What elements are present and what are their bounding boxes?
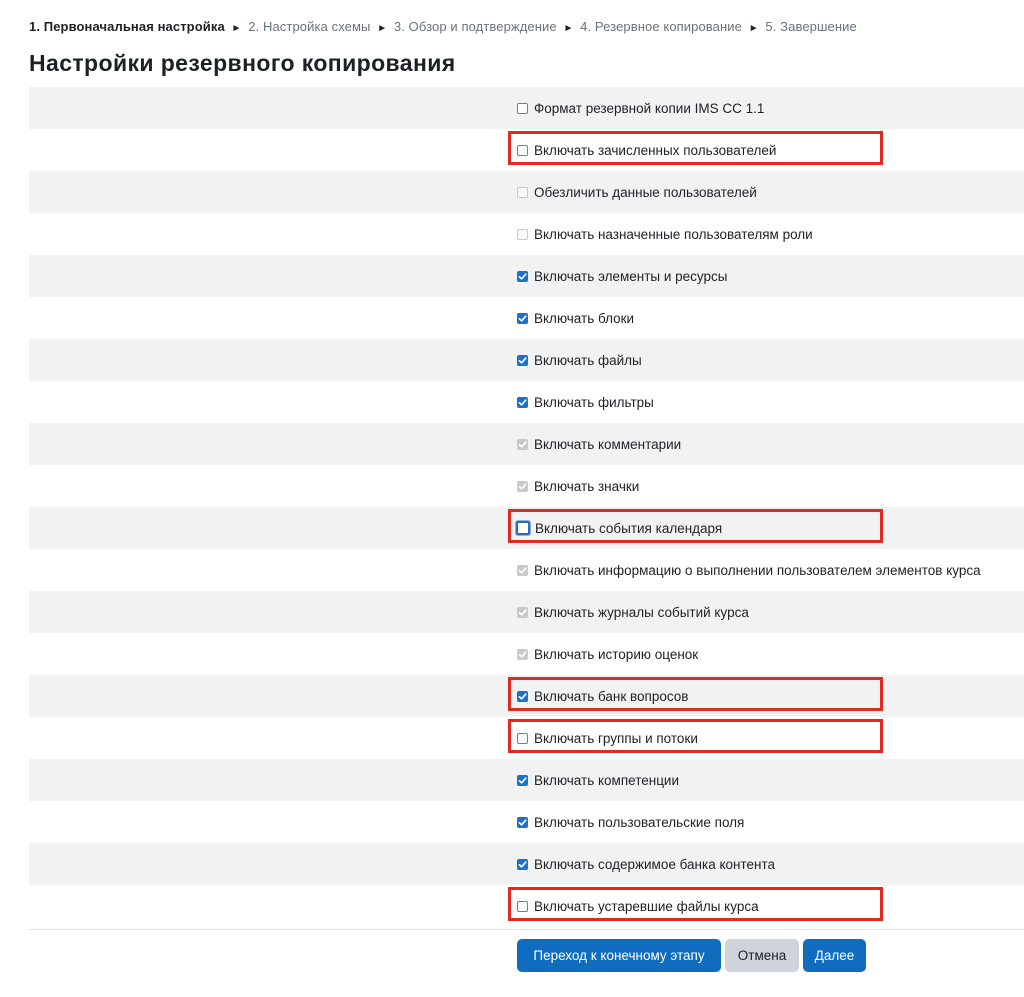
breadcrumb-separator: ► <box>377 23 388 34</box>
option-label: Включать пользовательские поля <box>534 814 745 830</box>
checkmark-icon <box>518 860 527 869</box>
checkbox-unchecked[interactable] <box>517 733 528 744</box>
option-item[interactable] <box>517 507 722 549</box>
option-label: Включать элементы и ресурсы <box>534 268 728 284</box>
breadcrumb-step-3: 3. Обзор и подтверждение <box>393 19 557 34</box>
option-row <box>29 591 1024 633</box>
option-row <box>29 801 1024 843</box>
cancel-button[interactable]: Отмена <box>725 939 799 972</box>
option-row <box>29 129 1024 171</box>
option-label: Включать файлы <box>534 352 642 368</box>
checkbox-checked <box>517 565 528 576</box>
option-label: Формат резервной копии IMS CC 1.1 <box>534 100 765 116</box>
form-divider <box>29 929 1024 930</box>
backup-settings-list <box>29 87 1024 927</box>
option-item[interactable] <box>517 549 981 591</box>
checkbox-checked[interactable] <box>517 355 528 366</box>
breadcrumb <box>29 19 857 34</box>
page-title: Настройки резервного копирования <box>29 50 456 76</box>
option-item[interactable] <box>517 129 776 171</box>
option-label: Включать журналы событий курса <box>534 604 749 620</box>
option-item[interactable] <box>517 885 759 927</box>
checkbox-unchecked[interactable] <box>516 521 530 535</box>
option-item[interactable] <box>517 423 681 465</box>
option-label: Включать содержимое банка контента <box>534 856 776 872</box>
option-item[interactable] <box>517 87 764 129</box>
option-label: Включать информацию о выполнении пользователем элементов курса <box>534 562 981 578</box>
option-item[interactable] <box>517 675 688 717</box>
checkbox-checked[interactable] <box>517 271 528 282</box>
option-label: Обезличить данные пользователей <box>534 184 757 200</box>
option-row <box>29 843 1024 885</box>
option-item[interactable] <box>517 297 634 339</box>
option-item[interactable] <box>517 213 813 255</box>
checkmark-icon <box>518 566 527 575</box>
option-item[interactable] <box>517 633 698 675</box>
checkbox-checked <box>517 607 528 618</box>
option-item[interactable] <box>517 591 749 633</box>
option-label: Включать фильтры <box>534 394 654 410</box>
option-row <box>29 381 1024 423</box>
option-row <box>29 213 1024 255</box>
option-label: Включать устаревшие файлы курса <box>534 898 759 914</box>
option-row <box>29 87 1024 129</box>
option-row <box>29 423 1024 465</box>
option-row <box>29 633 1024 675</box>
breadcrumb-separator: ► <box>748 23 759 34</box>
option-row <box>29 507 1024 549</box>
checkmark-icon <box>518 272 527 281</box>
checkbox-unchecked <box>517 187 528 198</box>
checkmark-icon <box>518 314 527 323</box>
checkbox-unchecked[interactable] <box>517 145 528 156</box>
option-label: Включать блоки <box>534 310 635 326</box>
option-label: Включать компетенции <box>534 772 680 788</box>
option-label: Включать зачисленных пользователей <box>534 142 777 158</box>
option-label: Включать значки <box>534 478 640 494</box>
checkbox-checked[interactable] <box>517 397 528 408</box>
option-row <box>29 549 1024 591</box>
option-row <box>29 759 1024 801</box>
checkmark-icon <box>518 440 527 449</box>
option-label: Включать назначенные пользователям роли <box>534 226 813 242</box>
option-item[interactable] <box>517 465 639 507</box>
checkbox-unchecked <box>517 229 528 240</box>
checkbox-checked[interactable] <box>517 817 528 828</box>
option-row <box>29 885 1024 927</box>
option-item[interactable] <box>517 255 727 297</box>
option-item[interactable] <box>517 801 744 843</box>
next-button[interactable]: Далее <box>803 939 866 972</box>
breadcrumb-separator: ► <box>563 23 574 34</box>
option-label: Включать группы и потоки <box>534 730 698 746</box>
checkbox-checked[interactable] <box>517 775 528 786</box>
final-step-button[interactable]: Переход к конечному этапу <box>517 939 721 972</box>
option-row <box>29 255 1024 297</box>
checkmark-icon <box>518 650 527 659</box>
breadcrumb-step-5: 5. Завершение <box>765 19 857 34</box>
option-row <box>29 717 1024 759</box>
option-item[interactable] <box>517 381 654 423</box>
breadcrumb-step-1: 1. Первоначальная настройка <box>29 19 225 34</box>
option-item[interactable] <box>517 339 642 381</box>
breadcrumb-separator: ► <box>231 23 242 34</box>
checkbox-checked[interactable] <box>517 691 528 702</box>
option-label: Включать события календаря <box>535 520 723 536</box>
breadcrumb-step-2: 2. Настройка схемы <box>248 19 371 34</box>
option-row <box>29 297 1024 339</box>
option-item[interactable] <box>517 717 698 759</box>
option-label: Включать историю оценок <box>534 646 699 662</box>
checkmark-icon <box>518 776 527 785</box>
option-item[interactable] <box>517 759 679 801</box>
checkbox-checked <box>517 481 528 492</box>
checkbox-unchecked[interactable] <box>517 103 528 114</box>
checkbox-checked <box>517 439 528 450</box>
checkmark-icon <box>518 398 527 407</box>
breadcrumb-step-4: 4. Резервное копирование <box>580 19 742 34</box>
checkbox-checked <box>517 649 528 660</box>
option-row <box>29 465 1024 507</box>
option-item[interactable] <box>517 171 757 213</box>
checkbox-checked[interactable] <box>517 313 528 324</box>
option-label: Включать банк вопросов <box>534 688 689 704</box>
checkmark-icon <box>518 608 527 617</box>
checkmark-icon <box>518 482 527 491</box>
option-row <box>29 675 1024 717</box>
checkmark-icon <box>518 356 527 365</box>
option-item[interactable] <box>517 843 775 885</box>
checkbox-checked[interactable] <box>517 859 528 870</box>
option-row <box>29 339 1024 381</box>
checkmark-icon <box>518 818 527 827</box>
checkmark-icon <box>518 692 527 701</box>
option-row <box>29 171 1024 213</box>
option-label: Включать комментарии <box>534 436 682 452</box>
checkbox-unchecked[interactable] <box>517 901 528 912</box>
